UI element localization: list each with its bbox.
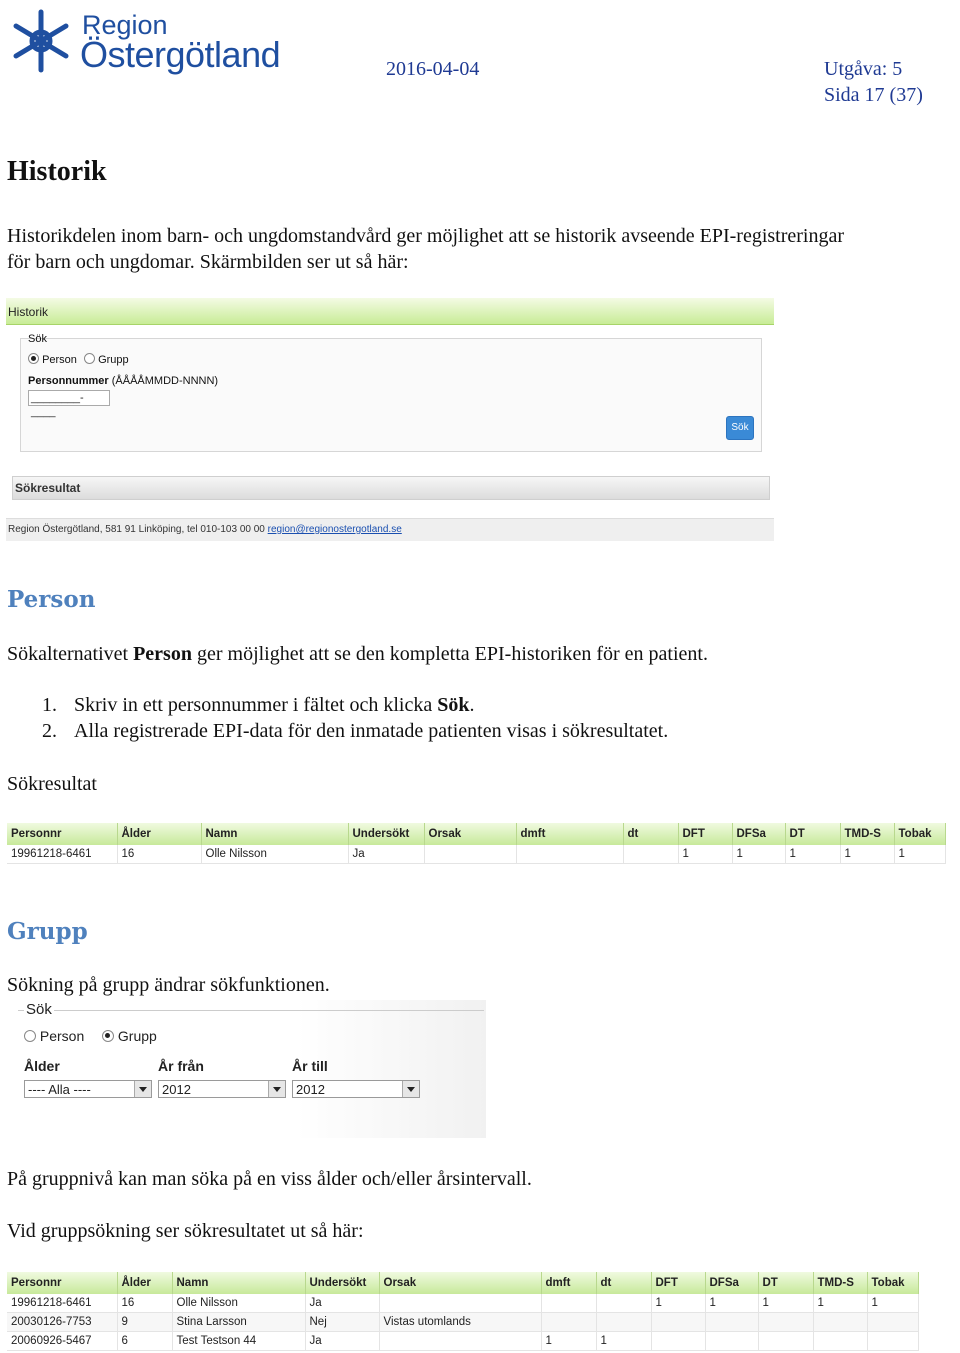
radio-person-label: Person [42,354,77,366]
table-cell: 19961218-6461 [7,845,117,864]
column-header[interactable]: Ålder [117,823,201,845]
column-header[interactable]: DFSa [732,823,785,845]
grupp-screenshot [10,1000,486,1138]
personnummer-format-hint: (ÅÅÅÅMMDD-NNNN) [108,375,219,387]
table-cell [596,1313,651,1332]
table-cell: Test Testson 44 [172,1332,305,1351]
table-cell [867,1332,918,1351]
ar-fran-select[interactable] [158,1080,286,1098]
search-legend: Sök [26,1001,52,1018]
table-cell: 1 [705,1294,758,1313]
person-text-post: ger möjlighet att se den kompletta EPI-historiken för en patient. [191,643,708,665]
alder-label: Ålder [24,1058,60,1074]
table-cell [541,1313,596,1332]
historik-titlebar [6,298,774,325]
table-cell: 20060926-5467 [7,1332,117,1351]
ar-till-select-value: 2012 [296,1082,325,1097]
sokresultat-label: Sökresultat [7,773,97,795]
alder-select-value: ---- Alla ---- [28,1082,91,1097]
table-cell: Ja [305,1294,379,1313]
document-edition: Utgåva: 5 [824,58,903,80]
column-header[interactable]: TMD-S [813,1272,867,1294]
table-cell: Ja [305,1332,379,1351]
column-header[interactable]: DT [785,823,840,845]
table-cell [813,1332,867,1351]
column-header[interactable]: Personnr [7,823,117,845]
search-panel [20,338,762,452]
step-2 [42,720,668,743]
column-header[interactable]: Undersökt [305,1272,379,1294]
ar-fran-select-value: 2012 [162,1082,191,1097]
step-2-text: Alla registrerade EPI-data för den inmatade patienten visas i sökresultatet. [74,720,669,742]
grupp-results-table [7,1272,919,1351]
table-cell: 1 [840,845,894,864]
step-1 [42,694,475,717]
table-cell: 9 [117,1313,172,1332]
column-header[interactable]: Tobak [867,1272,918,1294]
table-cell: 1 [541,1332,596,1351]
chevron-down-icon[interactable] [268,1081,285,1097]
table-cell [541,1294,596,1313]
radio-grupp-label: Grupp [117,1028,157,1044]
alder-select[interactable] [24,1080,152,1098]
personnummer-label [28,375,218,387]
ar-till-label: År till [292,1058,328,1074]
search-button[interactable]: Sök [726,416,754,440]
table-cell [758,1332,813,1351]
table-cell: 1 [813,1294,867,1313]
table-cell [424,845,516,864]
table-cell: 1 [894,845,945,864]
historik-title: Historik [8,305,49,319]
step-1-number: 1. [42,694,57,716]
ar-till-select[interactable] [292,1080,420,1098]
results-bar [12,476,770,500]
radio-grupp-label: Grupp [98,354,129,366]
column-header[interactable]: Undersökt [348,823,424,845]
table-cell: Nej [305,1313,379,1332]
column-header[interactable]: DFT [651,1272,705,1294]
chevron-down-icon[interactable] [402,1081,419,1097]
table-cell: 6 [117,1332,172,1351]
column-header[interactable]: Ålder [117,1272,172,1294]
column-header[interactable]: Namn [172,1272,305,1294]
step-2-number: 2. [42,720,57,742]
table-cell: Stina Larsson [172,1313,305,1332]
radio-grupp[interactable] [84,353,129,366]
footer-address: Region Östergötland, 581 91 Linköping, tel 010-103 00 00 [8,524,268,535]
personnummer-input[interactable]: ________-____ [28,390,110,406]
grupp-description-2: På gruppnivå kan man söka på en viss ålder och/eller årsintervall. [7,1168,532,1190]
table-cell [379,1294,541,1313]
table-header-row [7,823,945,845]
table-cell [623,845,678,864]
logo-line1: Region [82,10,168,40]
table-row[interactable] [7,1332,918,1351]
historik-screenshot [6,298,774,540]
region-logo [6,4,296,78]
table-cell [705,1313,758,1332]
radio-grupp[interactable] [102,1028,157,1044]
table-cell: 16 [117,1294,172,1313]
column-header[interactable]: TMD-S [840,823,894,845]
column-header[interactable]: dmft [516,823,623,845]
radio-person[interactable] [24,1028,84,1044]
column-header[interactable]: DFT [678,823,732,845]
footer-email-link[interactable]: region@regionostergotland.se [267,524,402,535]
table-row[interactable] [7,1313,918,1332]
table-cell: 1 [678,845,732,864]
step-1-bold: Sök [437,694,470,716]
table-cell: Olle Nilsson [172,1294,305,1313]
column-header[interactable]: dt [596,1272,651,1294]
table-cell: 1 [785,845,840,864]
table-cell [516,845,623,864]
table-cell [651,1313,705,1332]
personnummer-label-bold: Personnummer [28,375,109,387]
table-cell: 1 [758,1294,813,1313]
radio-unselected-icon[interactable] [84,353,95,364]
radio-person-label: Person [39,1028,85,1044]
column-header[interactable]: DT [758,1272,813,1294]
table-cell [705,1332,758,1351]
document-date: 2016-04-04 [386,58,480,80]
table-cell: 1 [732,845,785,864]
intro-line1: Historikdelen inom barn- och ungdomstandvård ger möjlighet att se historik avseende EPI-registreringar [7,225,845,247]
table-cell: Vistas utomlands [379,1313,541,1332]
table-cell [758,1313,813,1332]
table-cell: Ja [348,845,424,864]
step-1-end: . [469,694,475,716]
table-cell: 19961218-6461 [7,1294,117,1313]
table-row[interactable] [7,845,945,864]
snowflake-logo-icon [6,6,76,76]
footer-bar [6,518,774,541]
radio-person[interactable] [28,353,77,366]
table-cell [379,1332,541,1351]
grupp-description: Sökning på grupp ändrar sökfunktionen. [7,974,330,996]
search-legend: Sök [28,333,47,345]
table-cell [651,1332,705,1351]
results-bar-title: Sökresultat [15,481,81,495]
footer-text [8,524,402,535]
radio-selected-icon[interactable] [102,1030,114,1042]
grupp-heading: Grupp [7,918,88,945]
person-results-table [7,823,946,864]
intro-line2: för barn och ungdomar. Skärmbilden ser ut så här: [7,251,409,273]
page-title: Historik [7,156,107,187]
column-header[interactable]: Orsak [424,823,516,845]
person-text-pre: Sökalternativet [7,643,134,665]
page-number: Sida 17 (37) [824,84,923,106]
column-header[interactable]: Personnr [7,1272,117,1294]
person-heading: Person [7,586,96,613]
person-description [7,642,708,666]
column-header[interactable]: DFSa [705,1272,758,1294]
table-cell: 16 [117,845,201,864]
column-header[interactable]: Namn [201,823,348,845]
table-header-row [7,1272,918,1294]
table-cell: 1 [651,1294,705,1313]
radio-unselected-icon[interactable] [24,1030,36,1042]
table-cell [596,1294,651,1313]
column-header[interactable]: dt [623,823,678,845]
person-text-bold: Person [133,643,192,665]
table-row[interactable] [7,1294,918,1313]
ar-fran-label: År från [158,1058,204,1074]
table-cell: 20030126-7753 [7,1313,117,1332]
chevron-down-icon[interactable] [134,1081,151,1097]
table-cell: 1 [596,1332,651,1351]
column-header[interactable]: Tobak [894,823,945,845]
table-cell: Olle Nilsson [201,845,348,864]
legend-divider [18,1010,484,1011]
column-header[interactable]: Orsak [379,1272,541,1294]
grupp-description-3: Vid gruppsökning ser sökresultatet ut så här: [7,1220,364,1242]
table-cell: 1 [867,1294,918,1313]
table-cell [867,1313,918,1332]
radio-selected-icon[interactable] [28,353,39,364]
logo-line2: Östergötland [80,34,281,75]
column-header[interactable]: dmft [541,1272,596,1294]
step-1-text: Skriv in ett personnummer i fältet och klicka [74,694,438,716]
table-cell [813,1313,867,1332]
